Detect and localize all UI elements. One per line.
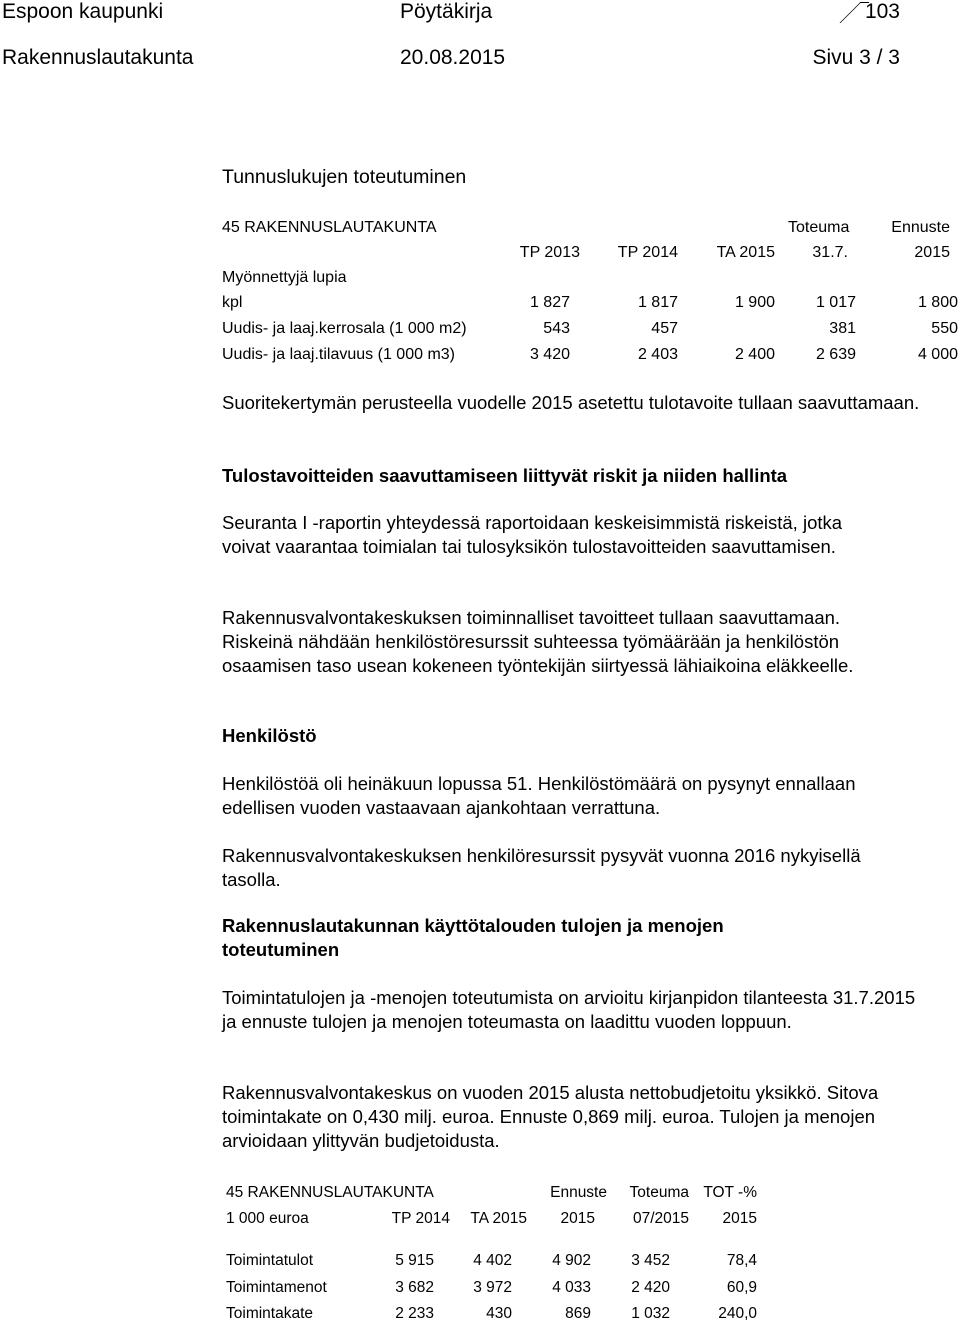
finance-col-head: 2015: [560, 1210, 595, 1227]
cell: 1 017: [815, 294, 856, 311]
cell: 4 000: [917, 346, 958, 363]
kpi-col-head: TA 2015: [716, 244, 775, 261]
cell: 2 639: [815, 346, 856, 363]
section-heading: Henkilöstö: [222, 725, 317, 746]
row-label: Uudis- ja laaj.tilavuus (1 000 m3): [222, 346, 455, 363]
cell: 4 902: [552, 1252, 591, 1269]
kpi-col-head: TP 2014: [617, 244, 678, 261]
paragraph: Toimintatulojen ja -menojen toteutumista on arvioitu kirjanpidon tilanteesta 31.7.2015 ja ennuste tulojen ja menojen toteumasta on laadittu vuoden loppuun.: [222, 987, 916, 1032]
section-heading: Tulostavoitteiden saavuttamiseen liittyvät riskit ja niiden hallinta: [222, 465, 788, 486]
cell: 3 452: [631, 1252, 670, 1269]
paragraph: Rakennusvalvontakeskuksen henkilöresurssit pysyvät vuonna 2016 nykyisellä tasolla.: [222, 845, 861, 890]
cell: 543: [543, 320, 570, 337]
cell: 1 817: [637, 294, 678, 311]
cell: 4 033: [552, 1279, 591, 1296]
finance-col-head-top: Toteuma: [629, 1184, 689, 1201]
row-label: Toimintatulot: [226, 1252, 314, 1269]
finance-unit-label: 1 000 euroa: [226, 1210, 309, 1227]
board-name: Rakennuslautakunta: [2, 46, 194, 69]
cell: 3 972: [473, 1279, 512, 1296]
cell: 1 800: [917, 294, 958, 311]
row-label: Toimintakate: [226, 1305, 314, 1322]
row-label: Toimintamenot: [226, 1279, 327, 1296]
finance-col-head: TP 2014: [391, 1210, 450, 1227]
paragraph: Suoritekertymän perusteella vuodelle 2015 asetettu tulotavoite tullaan saavuttamaan.: [222, 392, 920, 413]
cell: 2 233: [395, 1305, 434, 1322]
finance-col-head: 2015: [722, 1210, 757, 1227]
cell: 5 915: [395, 1252, 434, 1269]
cell: 2 400: [734, 346, 775, 363]
cell: 457: [651, 320, 678, 337]
cell: 2 403: [637, 346, 678, 363]
finance-col-head: TA 2015: [470, 1210, 527, 1227]
kpi-col-head: 31.7.: [812, 244, 848, 261]
cell: 4 402: [473, 1252, 512, 1269]
cell: 3 420: [529, 346, 570, 363]
kpi-col-head-top: Toteuma: [788, 219, 850, 236]
finance-col-head-top: Ennuste: [550, 1184, 607, 1201]
finance-col-head: 07/2015: [632, 1210, 689, 1227]
row-label: kpl: [222, 294, 243, 311]
kpi-col-head-top: Ennuste: [891, 219, 950, 236]
finance-org-label: 45 RAKENNUSLAUTAKUNTA: [226, 1184, 434, 1201]
cell: 1 032: [631, 1305, 670, 1322]
paragraph: Seuranta I -raportin yhteydessä raportoidaan keskeisimmistä riskeistä, jotka voivat vaarantaa toimialan tai tulosyksikön tulostavoitteiden saavuttamisen.: [222, 512, 843, 557]
cell: 869: [565, 1305, 591, 1322]
cell: 550: [931, 320, 958, 337]
meeting-date: 20.08.2015: [400, 46, 506, 69]
kpi-col-head: TP 2013: [519, 244, 580, 261]
section-number: 103: [864, 0, 900, 23]
cell: 3 682: [395, 1279, 434, 1296]
row-label: Uudis- ja laaj.kerrosala (1 000 m2): [222, 320, 467, 337]
page-number: Sivu 3 / 3: [812, 46, 900, 69]
kpi-heading: Tunnuslukujen toteutuminen: [222, 166, 467, 188]
paragraph: Rakennusvalvontakeskuksen toiminnalliset tavoitteet tullaan saavuttamaan. Riskeinä nähdään henkilöstöresurssit suhteessa työmäärään ja henkilöstön osaamisen taso usean kokeneen työntekijän siirtyessä lähiaikoina eläkkeelle.: [222, 607, 854, 676]
paragraph: Rakennusvalvontakeskus on vuoden 2015 alusta nettobudjetoitu yksikkö. Sitova toimintakate on 0,430 milj. euroa. Ennuste 0,869 milj. euroa. Tulojen ja menojen arvioidaan ylittyvän budjetoidusta.: [222, 1082, 879, 1151]
cell: 1 827: [529, 294, 570, 311]
kpi-col-head: 2015: [914, 244, 950, 261]
cell: 430: [486, 1305, 512, 1322]
cell: 78,4: [726, 1252, 757, 1269]
cell: 1 900: [734, 294, 775, 311]
finance-col-head-top: TOT -%: [703, 1184, 757, 1201]
kpi-org-label: 45 RAKENNUSLAUTAKUNTA: [222, 219, 437, 236]
kpi-section-label: Myönnettyjä lupia: [222, 269, 347, 286]
section-heading: Rakennuslautakunnan käyttötalouden tulojen ja menojen toteutuminen: [222, 915, 724, 960]
document-type: Pöytäkirja: [400, 0, 493, 23]
paragraph: Henkilöstöä oli heinäkuun lopussa 51. Henkilöstömäärä on pysynyt ennallaan edellisen vuoden vastaavaan ajankohtaan verrattuna.: [222, 773, 856, 818]
cell: 60,9: [726, 1279, 757, 1296]
org-name: Espoon kaupunki: [2, 0, 164, 23]
cell: 240,0: [718, 1305, 757, 1322]
cell: 381: [829, 320, 856, 337]
cell: 2 420: [631, 1279, 670, 1296]
